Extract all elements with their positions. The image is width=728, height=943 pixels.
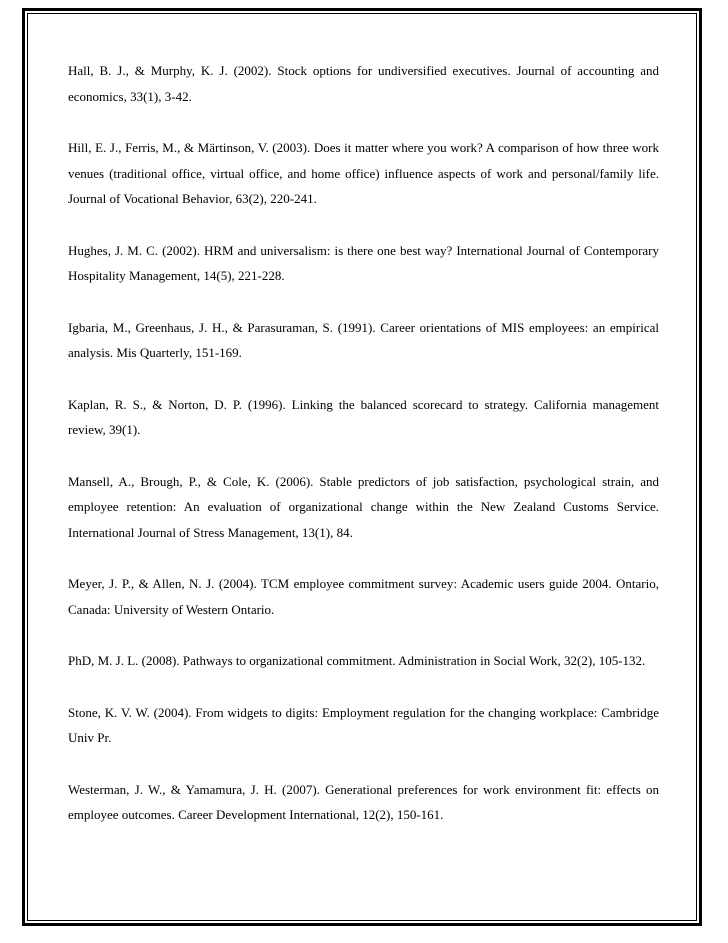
reference-entry: Hill, E. J., Ferris, M., & Märtinson, V. (2003). Does it matter where you work? A comparison of how three work venues (traditional office, virtual office, and home office) influence aspects of work and personal/family life. Journal of Vocational Behavior, 63(2), 220-241. [68,140,659,206]
reference-entry: Hall, B. J., & Murphy, K. J. (2002). Stock options for undiversified executives. Journal of accounting and economics, 33(1), 3-42. [68,63,659,104]
reference-list [68,58,659,854]
reference-entry: Westerman, J. W., & Yamamura, J. H. (2007). Generational preferences for work environment fit: effects on employee outcomes. Career Development International, 12(2), 150-161. [68,781,659,822]
reference-entry: Stone, K. V. W. (2004). From widgets to digits: Employment regulation for the changing workplace: Cambridge Univ Pr. [68,704,659,745]
reference-entry: Hughes, J. M. C. (2002). HRM and universalism: is there one best way? International Journal of Contemporary Hospitality Management, 14(5), 221-228. [68,242,659,283]
reference-entry: Mansell, A., Brough, P., & Cole, K. (2006). Stable predictors of job satisfaction, psychological strain, and employee retention: An evaluation of organizational change within the New Zealand Customs Service. International Journal of Stress Management, 13(1), 84. [68,473,659,540]
reference-entry: Kaplan, R. S., & Norton, D. P. (1996). Linking the balanced scorecard to strategy. California management review, 39(1). [68,396,659,437]
reference-entry: PhD, M. J. L. (2008). Pathways to organizational commitment. Administration in Social Work, 32(2), 105-132. [68,653,646,668]
reference-entry: Igbaria, M., Greenhaus, J. H., & Parasuraman, S. (1991). Career orientations of MIS employees: an empirical analysis. Mis Quarterly, 151-169. [68,319,659,360]
reference-entry: Meyer, J. P., & Allen, N. J. (2004). TCM employee commitment survey: Academic users guide 2004. Ontario, Canada: University of Western Ontario. [68,576,659,617]
